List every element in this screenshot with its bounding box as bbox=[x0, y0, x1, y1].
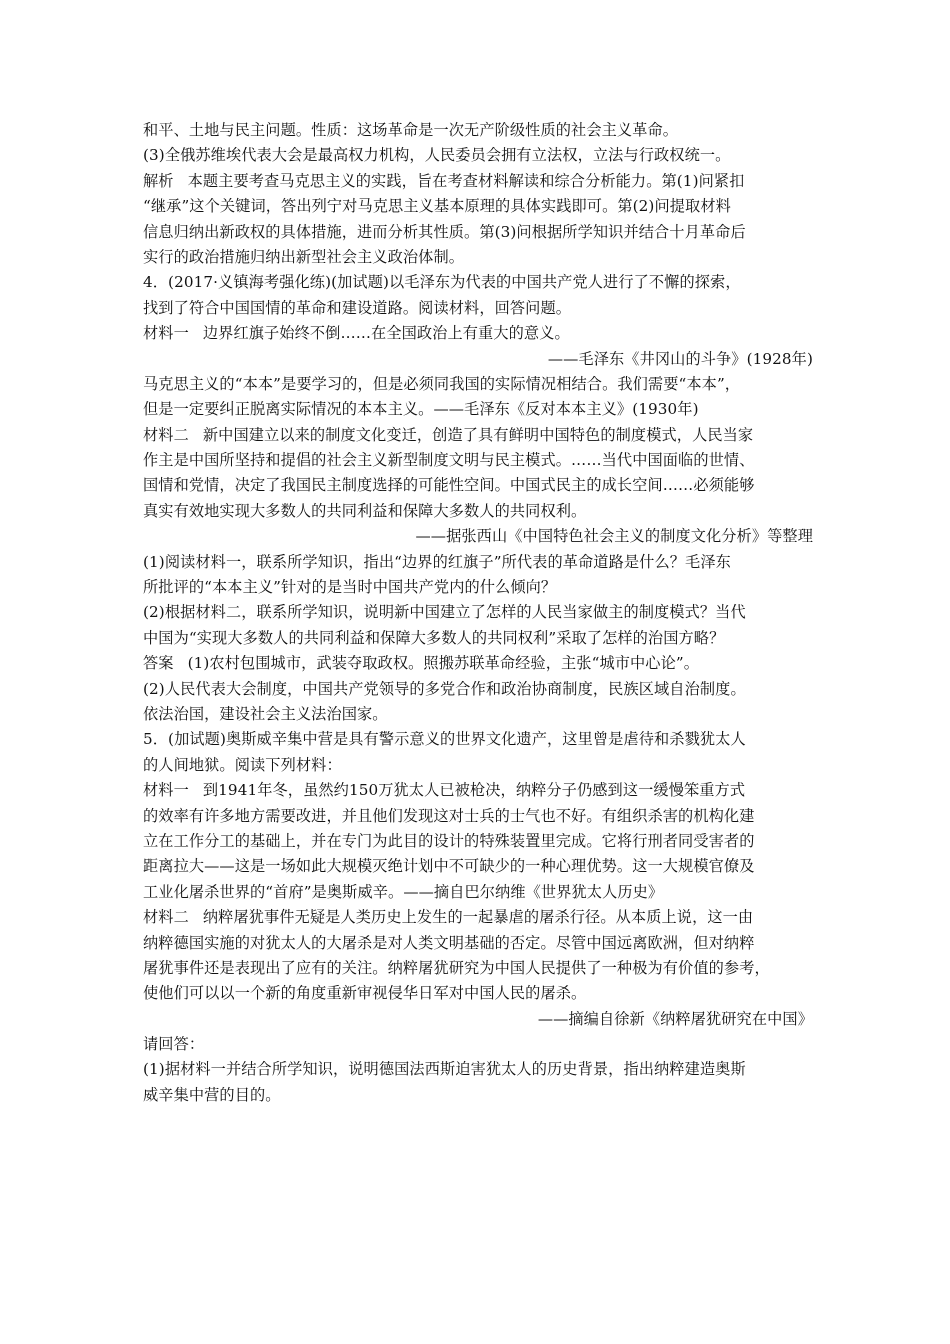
line-text: 和平、土地与民主问题。性质：这场革命是一次无产阶级性质的社会主义革命。 bbox=[143, 121, 679, 139]
line-text: 立在工作分工的基础上，并在专门为此目的设计的特殊装置里完成。它将行刑者同受害者的 bbox=[143, 831, 755, 850]
text-line bbox=[143, 1007, 813, 1032]
text-line bbox=[143, 677, 813, 702]
line-text: 本题主要考查马克思主义的实践，旨在考查材料解读和综合分析能力。第(1)问紧扣 bbox=[187, 171, 745, 190]
document-page bbox=[143, 118, 813, 1108]
text-line bbox=[143, 321, 813, 346]
line-text: ——毛泽东《井冈山的斗争》(1928年) bbox=[547, 349, 813, 368]
text-line bbox=[143, 169, 813, 194]
line-text: 作主是中国所坚持和提倡的社会主义新型制度文明与民主模式。……当代中国面临的世情、 bbox=[143, 451, 755, 470]
line-text: 中国为“实现大多数人的共同利益和保障大多数人的共同权利”采取了怎样的治国方略？ bbox=[143, 628, 725, 647]
text-line bbox=[143, 524, 813, 549]
line-text: 请回答： bbox=[143, 1035, 205, 1054]
line-text: 工业化屠杀世界的“首府”是奥斯威辛。——摘自巴尔纳维《世界犹太人历史》 bbox=[143, 882, 664, 901]
text-line bbox=[143, 499, 813, 524]
line-text: 边界红旗子始终不倒……在全国政治上有重大的意义。 bbox=[202, 324, 570, 343]
section-label: 材料二 bbox=[143, 908, 189, 927]
line-text: 的效率有许多地方需要改进，并且他们发现这对士兵的士气也不好。有组织杀害的机构化建 bbox=[143, 806, 755, 825]
text-line bbox=[143, 220, 813, 245]
text-line bbox=[143, 575, 813, 600]
line-text: 信息归纳出新政权的具体措施，进而分析其性质。第(3)问根据所学知识并结合十月革命后 bbox=[143, 222, 746, 241]
text-line bbox=[143, 727, 813, 752]
line-text: “继承”这个关键词，答出列宁对马克思主义基本原理的具体实践即可。第(2)问提取材料 bbox=[143, 197, 731, 216]
line-text: 纳粹德国实施的对犹太人的大屠杀是对人类文明基础的否定。尽管中国远离欧洲，但对纳粹 bbox=[143, 933, 755, 952]
line-text: 威辛集中营的目的。 bbox=[143, 1085, 281, 1104]
section-label: 材料二 bbox=[143, 425, 189, 444]
line-text: 纳粹屠犹事件无疑是人类历史上发生的一起暴虐的屠杀行径。从本质上说，这一由 bbox=[202, 908, 754, 927]
line-text: 距离拉大——这是一场如此大规模灭绝计划中不可缺少的一种心理优势。这一大规模官僚及 bbox=[143, 857, 755, 876]
text-line bbox=[143, 347, 813, 372]
line-text: 实行的政治措施归纳出新型社会主义政治体制。 bbox=[143, 247, 465, 266]
line-text: 新中国建立以来的制度文化变迁，创造了具有鲜明中国特色的制度模式，人民当家 bbox=[202, 425, 754, 444]
text-line bbox=[143, 931, 813, 956]
text-line bbox=[143, 804, 813, 829]
text-line bbox=[143, 753, 813, 778]
text-line bbox=[143, 905, 813, 930]
text-line bbox=[143, 448, 813, 473]
text-line bbox=[143, 880, 813, 905]
line-text: 依法治国，建设社会主义法治国家。 bbox=[143, 704, 388, 723]
text-line bbox=[143, 270, 813, 295]
text-line bbox=[143, 372, 813, 397]
line-text: 真实有效地实现大多数人的共同利益和保障大多数人的共同权利。 bbox=[143, 501, 587, 520]
line-text: (1)农村包围城市，武装夺取政权。照搬苏联革命经验，主张“城市中心论”。 bbox=[187, 654, 700, 673]
text-line bbox=[143, 550, 813, 575]
text-line bbox=[143, 245, 813, 270]
text-line bbox=[143, 956, 813, 981]
line-text: (3)全俄苏维埃代表大会是最高权力机构，人民委员会拥有立法权，立法与行政权统一。 bbox=[143, 146, 731, 165]
line-text: (1)阅读材料一，联系所学知识，指出“边界的红旗子”所代表的革命道路是什么？毛泽东 bbox=[143, 552, 731, 571]
text-line bbox=[143, 1057, 813, 1082]
text-line bbox=[143, 702, 813, 727]
text-line bbox=[143, 626, 813, 651]
section-label: 材料一 bbox=[143, 781, 189, 800]
line-text: 4．(2017·义镇海考强化练)(加试题)以毛泽东为代表的中国共产党人进行了不懈的探索， bbox=[143, 273, 741, 292]
line-text: ——摘编自徐新《纳粹屠犹研究在中国》 bbox=[537, 1009, 813, 1028]
line-text: 使他们可以以一个新的角度重新审视侵华日军对中国人民的屠杀。 bbox=[143, 984, 587, 1003]
line-text: (1)据材料一并结合所学知识，说明德国法西斯迫害犹太人的历史背景，指出纳粹建造奥斯 bbox=[143, 1060, 746, 1079]
line-text: (2)根据材料二，联系所学知识，说明新中国建立了怎样的人民当家做主的制度模式？当代 bbox=[143, 603, 746, 622]
line-text: ——据张西山《中国特色社会主义的制度文化分析》等整理 bbox=[415, 527, 813, 546]
section-label: 解析 bbox=[143, 171, 174, 190]
text-line bbox=[143, 143, 813, 168]
line-text: 找到了符合中国国情的革命和建设道路。阅读材料，回答问题。 bbox=[143, 298, 572, 317]
line-text: 屠犹事件还是表现出了应有的关注。纳粹屠犹研究为中国人民提供了一种极为有价值的参考， bbox=[143, 958, 770, 977]
line-text: (2)人民代表大会制度，中国共产党领导的多党合作和政治协商制度，民族区域自治制度。 bbox=[143, 679, 746, 698]
line-text: 所批评的“本本主义”针对的是当时中国共产党内的什么倾向？ bbox=[143, 578, 557, 597]
text-line bbox=[143, 854, 813, 879]
text-line bbox=[143, 194, 813, 219]
text-line bbox=[143, 397, 813, 422]
line-text: 马克思主义的“本本”是要学习的，但是必须同我国的实际情况相结合。我们需要“本本”， bbox=[143, 374, 741, 393]
text-line bbox=[143, 829, 813, 854]
text-line bbox=[143, 1083, 813, 1108]
text-line bbox=[143, 1032, 813, 1057]
text-line bbox=[143, 473, 813, 498]
line-text: 到1941年冬，虽然约150万犹太人已被枪决，纳粹分子仍感到这一缓慢笨重方式 bbox=[202, 781, 746, 800]
line-text: 的人间地狱。阅读下列材料： bbox=[143, 755, 342, 774]
section-label: 材料一 bbox=[143, 324, 189, 343]
text-line bbox=[143, 778, 813, 803]
text-line bbox=[143, 600, 813, 625]
line-text: 5．(加试题)奥斯威辛集中营是具有警示意义的世界文化遗产，这里曾是虐待和杀戮犹太人 bbox=[143, 730, 746, 749]
text-line bbox=[143, 423, 813, 448]
line-text: 但是一定要纠正脱离实际情况的本本主义。——毛泽东《反对本本主义》(1930年) bbox=[143, 400, 699, 419]
section-label: 答案 bbox=[143, 654, 174, 673]
text-line bbox=[143, 981, 813, 1006]
line-text: 国情和党情，决定了我国民主制度选择的可能性空间。中国式民主的成长空间……必须能够 bbox=[143, 476, 755, 495]
text-line bbox=[143, 296, 813, 321]
text-line bbox=[143, 118, 813, 143]
text-line bbox=[143, 651, 813, 676]
